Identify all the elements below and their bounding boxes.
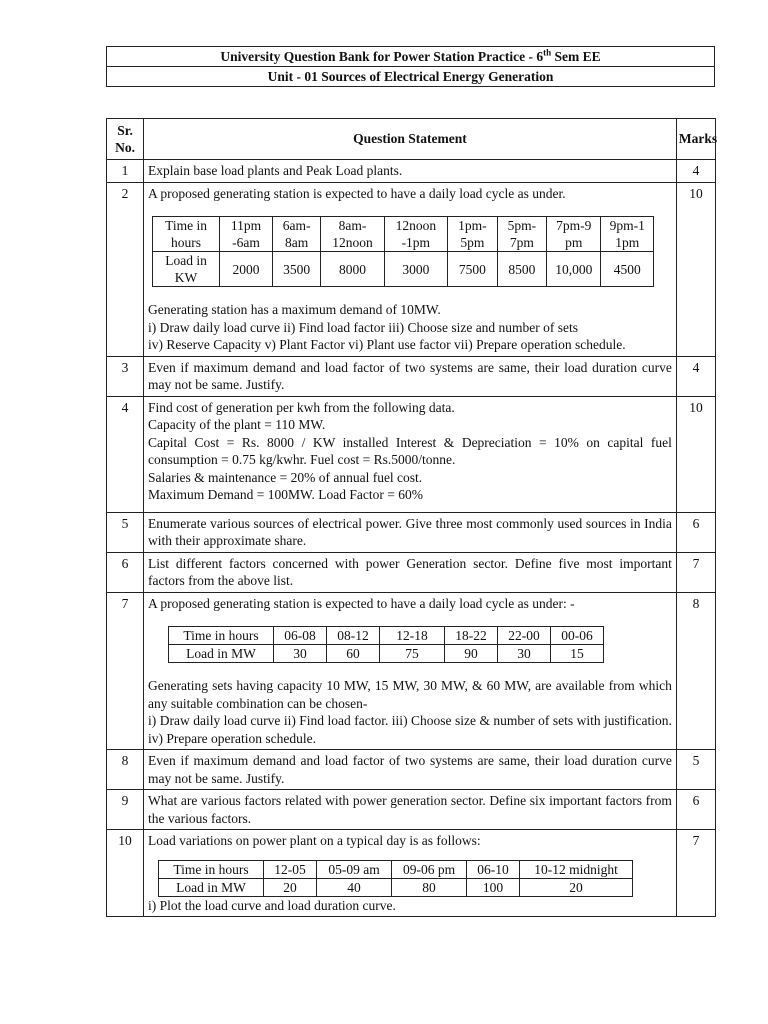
time-cell: 08-12	[327, 627, 380, 645]
time-cell: 12-05	[264, 860, 317, 878]
table-header-row	[107, 119, 716, 160]
table-row	[107, 396, 716, 512]
load-cell: 30	[274, 645, 327, 663]
sr-no: 5	[107, 512, 144, 552]
question-intro: A proposed generating station is expected to have a daily load cycle as under: -	[148, 595, 575, 611]
question-text	[144, 592, 677, 750]
marks-header: Marks	[676, 119, 715, 160]
sr-no: 10	[107, 830, 144, 917]
sr-no: 1	[107, 160, 144, 183]
question-line: i) Draw daily load curve ii) Find load factor iii) Choose size and number of sets	[148, 319, 579, 335]
sr-no: 4	[107, 396, 144, 512]
question-intro: Load variations on power plant on a typical day is as follows:	[148, 833, 481, 848]
time-cell: 12noon -1pm	[384, 217, 448, 252]
question-line: Capacity of the plant = 110 MW.	[148, 417, 326, 432]
table-row	[107, 552, 716, 592]
load-variation-table	[158, 860, 633, 897]
load-cell: 7500	[448, 252, 498, 287]
load-cell: 30	[498, 645, 551, 663]
marks: 7	[676, 552, 715, 592]
time-cell: 00-06	[551, 627, 604, 645]
question-line: i) Plot the load curve and load duration curve.	[148, 897, 396, 913]
sr-no: 8	[107, 750, 144, 790]
question-text: Explain base load plants and Peak Load plants.	[144, 160, 677, 183]
marks: 10	[676, 396, 715, 512]
table-row	[107, 750, 716, 790]
load-cell: 8500	[497, 252, 547, 287]
load-cell: 4500	[601, 252, 654, 287]
load-cell: 20	[264, 878, 317, 896]
row-label: Load in KW	[153, 252, 220, 287]
sr-no: 2	[107, 182, 144, 356]
load-cell: 100	[467, 878, 520, 896]
sr-no: 3	[107, 356, 144, 396]
question-line: Generating sets having capacity 10 MW, 15 MW, 30 MW, & 60 MW, are available from which any suitable combination can be chosen-	[148, 678, 672, 711]
sr-no: 7	[107, 592, 144, 750]
time-cell: 06-08	[274, 627, 327, 645]
load-cell: 75	[380, 645, 445, 663]
load-cell: 10,000	[547, 252, 601, 287]
table-row	[107, 182, 716, 356]
marks: 7	[676, 830, 715, 917]
question-line: Maximum Demand = 100MW. Load Factor = 60%	[148, 487, 423, 502]
load-cell: 15	[551, 645, 604, 663]
time-cell: 12-18	[380, 627, 445, 645]
question-text: List different factors concerned with power Generation sector. Define five most important factors from the above list.	[144, 552, 677, 592]
document-title: University Question Bank for Power Station Practice - 6th Sem EE	[220, 47, 601, 64]
time-cell: 5pm- 7pm	[497, 217, 547, 252]
time-cell: 11pm -6am	[220, 217, 273, 252]
table-row	[107, 830, 716, 917]
question-header: Question Statement	[144, 119, 677, 160]
load-cell: 80	[392, 878, 467, 896]
table-row	[107, 592, 716, 750]
question-line: Salaries & maintenance = 20% of annual fuel cost.	[148, 469, 423, 485]
question-intro: A proposed generating station is expected to have a daily load cycle as under.	[148, 185, 566, 201]
load-cell: 3500	[272, 252, 320, 287]
row-label: Load in MW	[169, 645, 274, 663]
time-cell: 10-12 midnight	[520, 860, 633, 878]
marks: 10	[676, 182, 715, 356]
marks: 4	[676, 356, 715, 396]
time-cell: 22-00	[498, 627, 551, 645]
marks: 8	[676, 592, 715, 750]
load-cell: 2000	[220, 252, 273, 287]
sr-no: 9	[107, 790, 144, 830]
question-text: Even if maximum demand and load factor of two systems are same, their load duration curve may not be same. Justify.	[144, 356, 677, 396]
question-line: Capital Cost = Rs. 8000 / KW installed Interest & Depreciation = 10% on capital fuel consumption = 0.75 kg/kwhr. Fuel cost = Rs.5000/tonne.	[148, 434, 672, 467]
time-cell: 06-10	[467, 860, 520, 878]
load-cell: 60	[327, 645, 380, 663]
unit-title: Unit - 01 Sources of Electrical Energy Generation	[107, 66, 714, 86]
question-bank-table	[106, 118, 716, 917]
time-cell: 05-09 am	[317, 860, 392, 878]
load-cell: 90	[445, 645, 498, 663]
load-cell: 20	[520, 878, 633, 896]
time-cell: 18-22	[445, 627, 498, 645]
question-line: Find cost of generation per kwh from the following data.	[148, 399, 455, 415]
load-cell: 40	[317, 878, 392, 896]
time-cell: 09-06 pm	[392, 860, 467, 878]
question-text: Even if maximum demand and load factor of two systems are same, their load duration curve may not be same. Justify.	[144, 750, 677, 790]
time-cell: 1pm- 5pm	[448, 217, 498, 252]
time-cell: 9pm-1 1pm	[601, 217, 654, 252]
load-cell: 3000	[384, 252, 448, 287]
marks: 6	[676, 512, 715, 552]
question-line: i) Draw daily load curve ii) Find load factor. iii) Choose size & number of sets with justification. iv) Prepare operation schedule.	[148, 713, 672, 746]
question-line: iv) Reserve Capacity v) Plant Factor vi) Plant use factor vii) Prepare operation schedule.	[148, 337, 626, 352]
row-label: Time in hours	[169, 627, 274, 645]
row-label: Load in MW	[159, 878, 264, 896]
load-cycle-table	[152, 216, 654, 287]
table-row	[107, 790, 716, 830]
time-cell: 6am- 8am	[272, 217, 320, 252]
time-cell: 7pm-9 pm	[547, 217, 601, 252]
question-text	[144, 830, 677, 917]
question-text	[144, 182, 677, 356]
document-header	[106, 46, 715, 87]
marks: 6	[676, 790, 715, 830]
marks: 4	[676, 160, 715, 183]
load-cell: 8000	[321, 252, 384, 287]
question-text: What are various factors related with power generation sector. Define six important factors from the various factors.	[144, 790, 677, 830]
row-label: Time in hours	[153, 217, 220, 252]
question-text	[144, 396, 677, 512]
question-line: Generating station has a maximum demand of 10MW.	[148, 302, 441, 317]
marks: 5	[676, 750, 715, 790]
table-row	[107, 160, 716, 183]
row-label: Time in hours	[159, 860, 264, 878]
load-cycle-table	[168, 626, 604, 663]
time-cell: 8am- 12noon	[321, 217, 384, 252]
table-row	[107, 356, 716, 396]
sr-no-header: Sr. No.	[107, 119, 144, 160]
table-row	[107, 512, 716, 552]
sr-no: 6	[107, 552, 144, 592]
question-text: Enumerate various sources of electrical power. Give three most commonly used sources in India with their approximate share.	[144, 512, 677, 552]
